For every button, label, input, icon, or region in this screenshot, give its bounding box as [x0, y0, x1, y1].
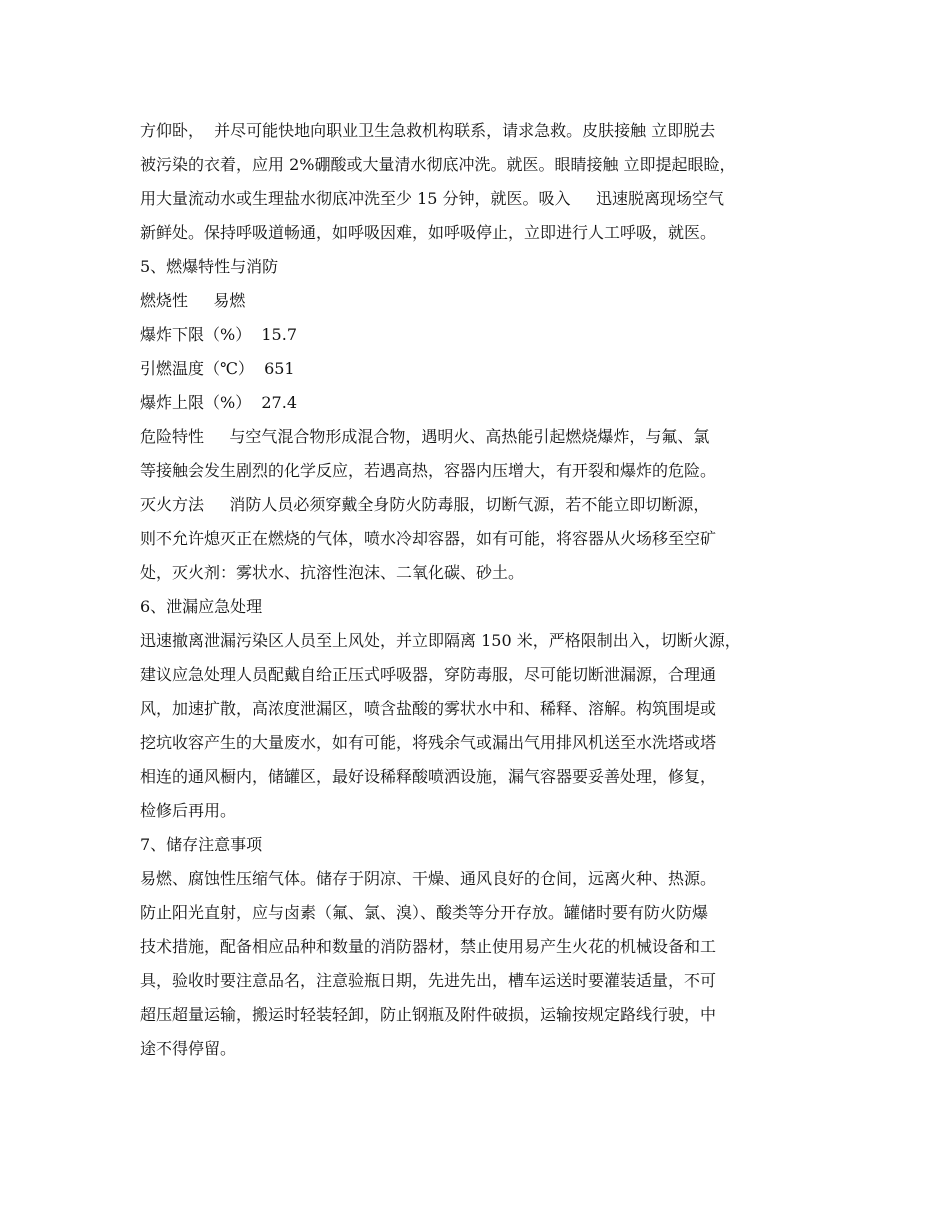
storage-line-4: 具，验收时要注意品名，注意验瓶日期，先进先出，槽车运送时要灌装适量，不可 — [140, 971, 717, 990]
first-aid-line-3: 用大量流动水或生理盐水彻底冲洗至少 15 分钟，就医。吸入 迅速脱离现场空气 — [140, 189, 724, 208]
extinguish-line-1: 灭火方法 消防人员必须穿戴全身防火防毒服，切断气源，若不能立即切断源， — [140, 495, 710, 514]
first-aid-line-1: 方仰卧， 并尽可能快地向职业卫生急救机构联系，请求急救。皮肤接触 立即脱去 — [140, 121, 716, 140]
leak-line-3: 风，加速扩散，高浓度泄漏区，喷含盐酸的雾状水中和、稀释、溶解。构筑围堤或 — [140, 699, 717, 718]
leak-line-2: 建议应急处理人员配戴自给正压式呼吸器，穿防毒服，尽可能切断泄漏源，合理通 — [140, 665, 717, 684]
section-7-heading: 7、储存注意事项 — [140, 835, 263, 854]
first-aid-line-4: 新鲜处。保持呼吸道畅通，如呼吸因难，如呼吸停止，立即进行人工呼吸，就医。 — [140, 223, 717, 242]
storage-line-3: 技术措施，配备相应品种和数量的消防器材，禁止使用易产生火花的机械设备和工 — [140, 937, 717, 956]
flammability-row: 燃烧性 易燃 — [140, 291, 246, 310]
extinguish-line-3: 处，灭火剂：雾状水、抗溶性泡沫、二氧化碳、砂土。 — [140, 563, 525, 582]
lower-explosion-limit-row: 爆炸下限（%） 15.7 — [140, 325, 298, 344]
upper-explosion-limit-row: 爆炸上限（%） 27.4 — [140, 393, 298, 412]
leak-line-4: 挖坑收容产生的大量废水，如有可能，将残余气或漏出气用排风机送至水洗塔或塔 — [140, 733, 717, 752]
leak-line-6: 检修后再用。 — [140, 801, 237, 820]
storage-line-1: 易燃、腐蚀性压缩气体。储存于阴凉、干燥、通风良好的仓间，远离火种、热源。 — [140, 869, 717, 888]
storage-line-6: 途不得停留。 — [140, 1039, 237, 1058]
ignition-temperature-row: 引燃温度（℃） 651 — [140, 359, 295, 378]
first-aid-line-2: 被污染的衣着，应用 2%硼酸或大量清水彻底冲洗。就医。眼睛接触 立即提起眼睑， — [140, 155, 736, 174]
section-5-heading: 5、燃爆特性与消防 — [140, 257, 279, 276]
hazard-line-1: 危险特性 与空气混合物形成混合物，遇明火、高热能引起燃烧爆炸，与氟、氯 — [140, 427, 710, 446]
extinguish-line-2: 则不允许熄灭正在燃烧的气体，喷水冷却容器，如有可能，将容器从火场移至空矿 — [140, 529, 717, 548]
leak-line-5: 相连的通风橱内，储罐区，最好设稀释酸喷洒设施，漏气容器要妥善处理，修复， — [140, 767, 717, 786]
leak-line-1: 迅速撤离泄漏污染区人员至上风处，并立即隔离 150 米，严格限制出入，切断火源， — [140, 631, 741, 650]
storage-line-5: 超压超量运输，搬运时轻装轻卸，防止钢瓶及附件破损，运输按规定路线行驶，中 — [140, 1005, 717, 1024]
storage-line-2: 防止阳光直射，应与卤素（氟、氯、溴）、酸类等分开存放。罐储时要有防火防爆 — [140, 903, 709, 922]
hazard-line-2: 等接触会发生剧烈的化学反应，若遇高热，容器内压增大，有开裂和爆炸的危险。 — [140, 461, 717, 480]
section-6-heading: 6、泄漏应急处理 — [140, 597, 263, 616]
